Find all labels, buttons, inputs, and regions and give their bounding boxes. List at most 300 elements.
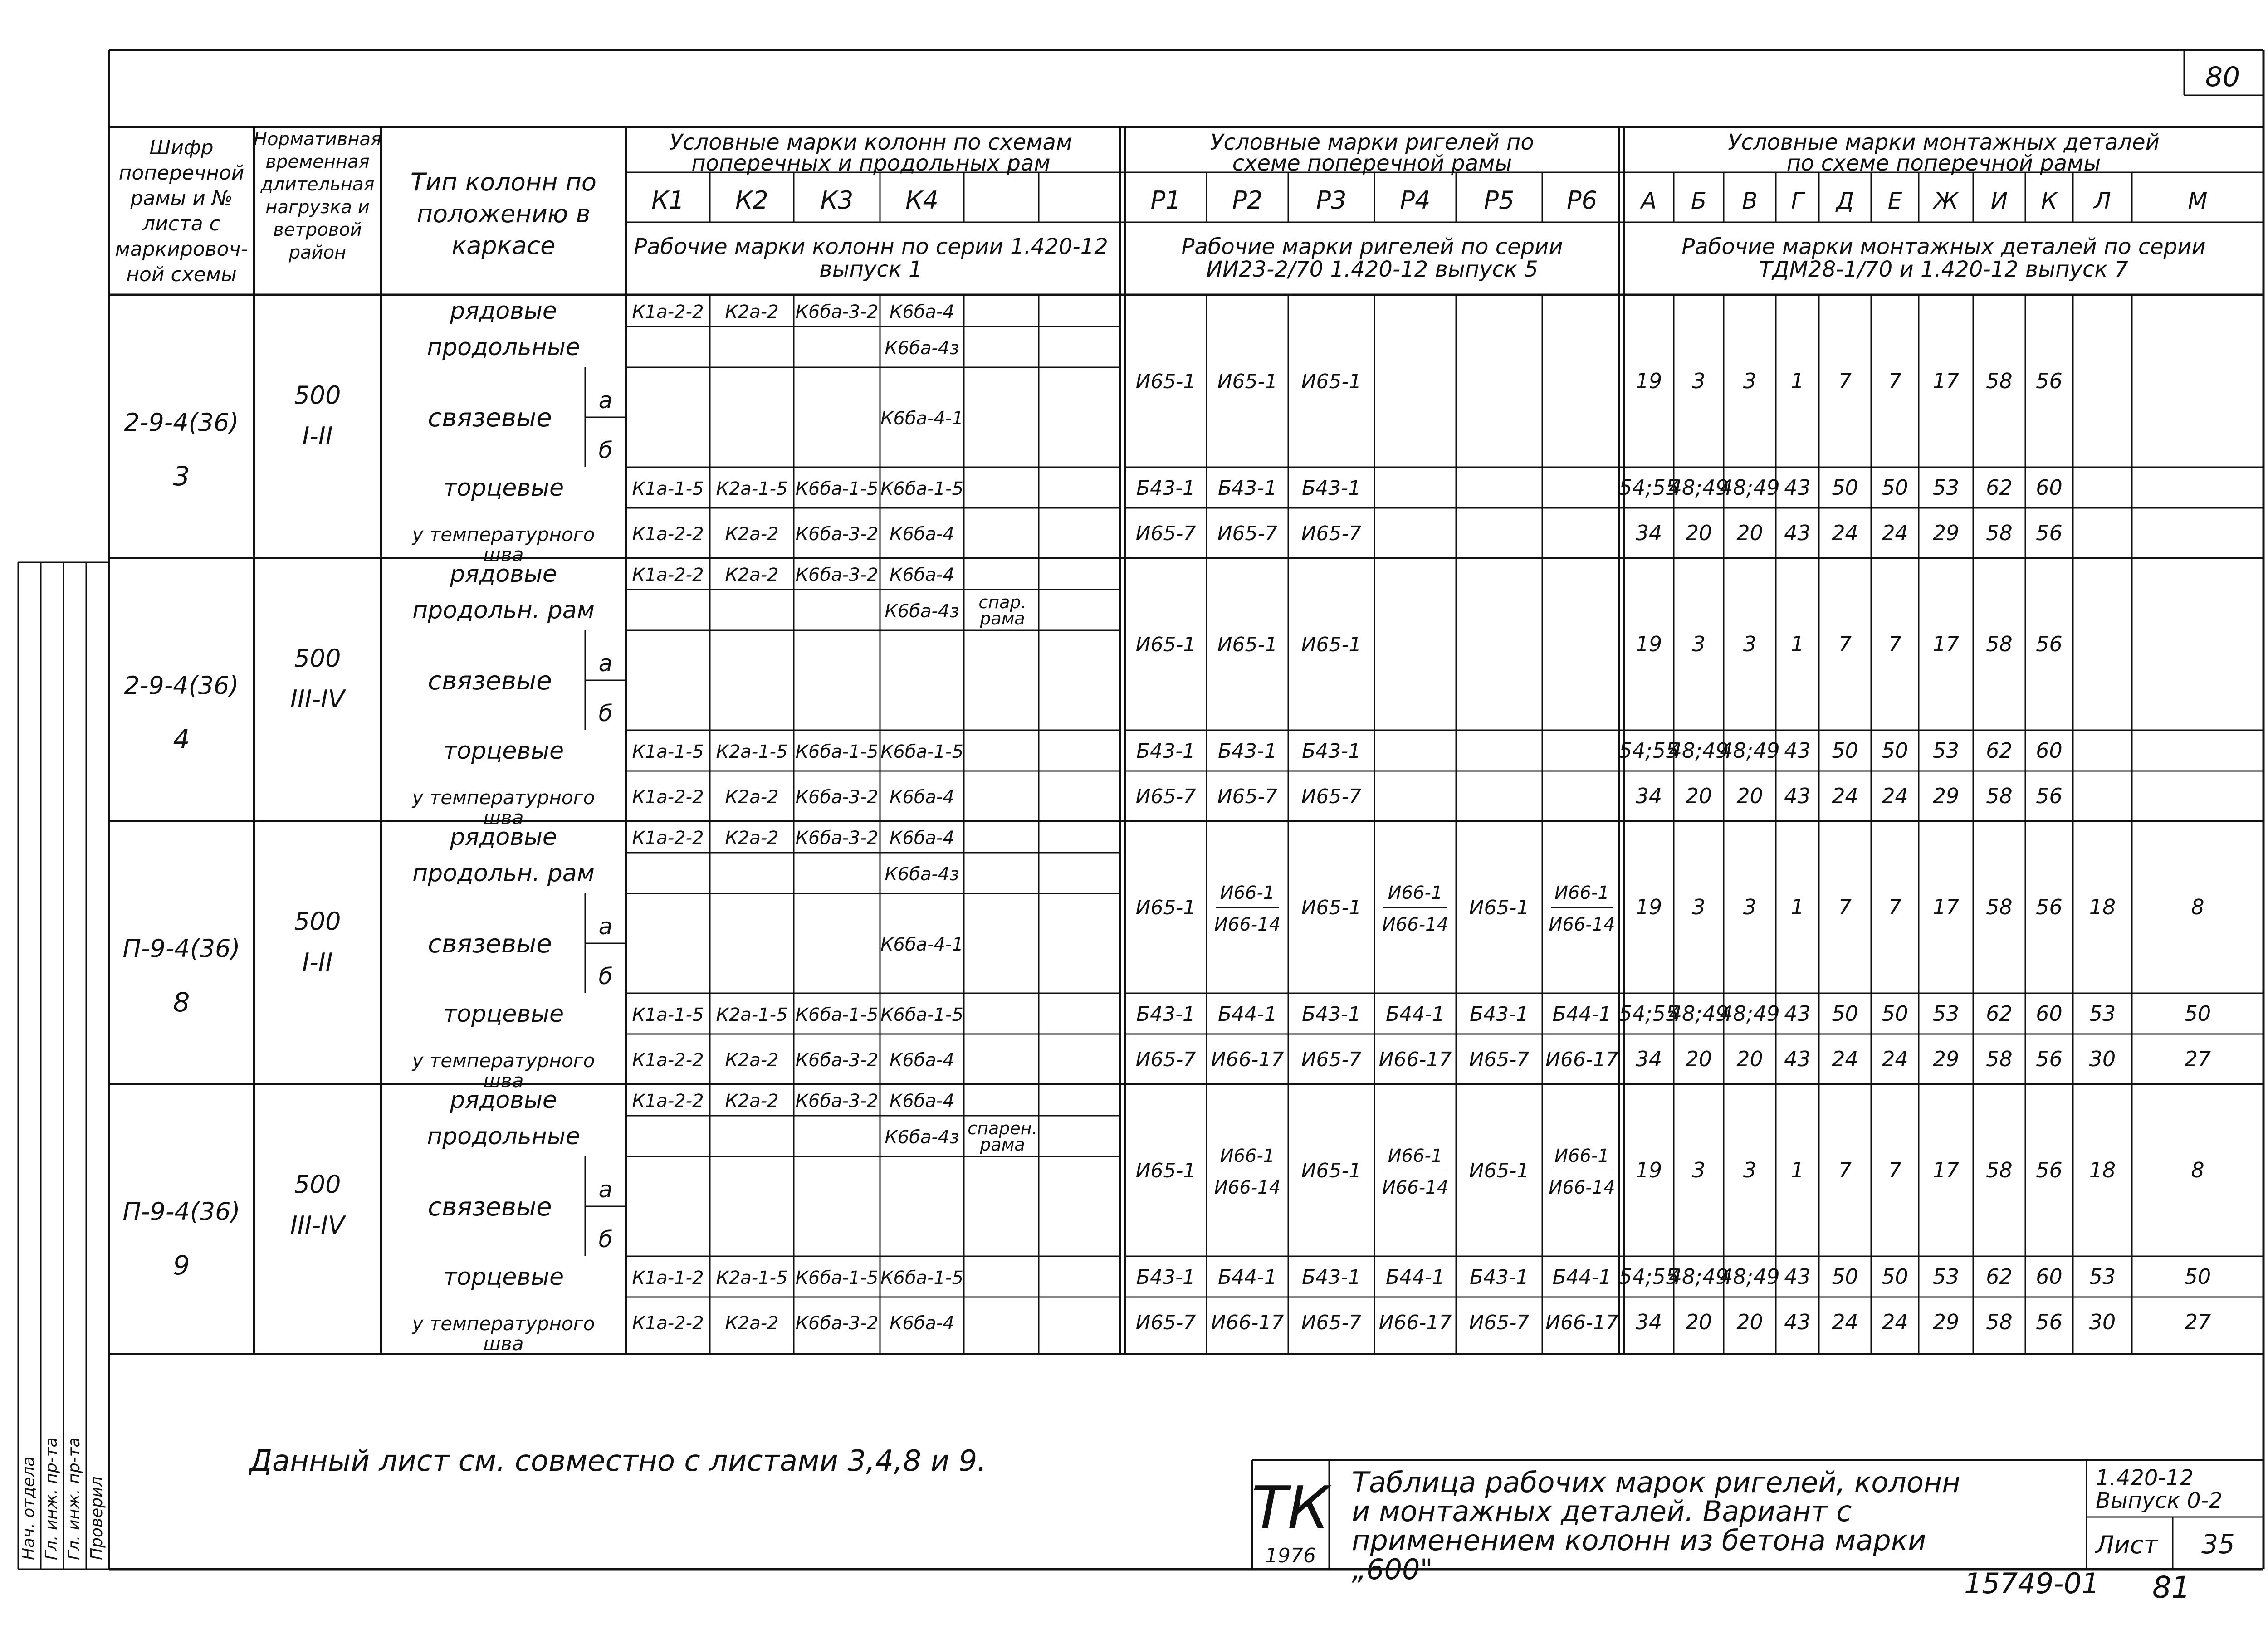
detail-value: 1	[1790, 369, 1804, 393]
rigel-value: И66-1	[1220, 1146, 1275, 1166]
detail-value: 53	[2089, 1264, 2116, 1289]
row-type: связевые	[428, 929, 552, 959]
column-value: К1а-2-2	[632, 787, 704, 808]
detail-value: 62	[1986, 1001, 2013, 1026]
detail-value: 58	[1986, 1047, 2013, 1071]
column-mark: К1	[651, 186, 684, 215]
group-sheet: 8	[173, 987, 190, 1018]
rigel-value: И66-14	[1214, 914, 1281, 935]
detail-value: 24	[1882, 521, 1908, 545]
column-value: К2а-2	[725, 565, 779, 585]
group-region: III-IV	[290, 685, 345, 713]
detail-value: 3	[1743, 1158, 1757, 1182]
header-rigels-group: Условные марки ригелей по	[1210, 130, 1534, 155]
detail-value: 54;55	[1618, 738, 1679, 763]
detail-value: 1	[1790, 1158, 1804, 1182]
header-type: Тип колонн по	[411, 168, 596, 196]
detail-value: 60	[2036, 1001, 2063, 1026]
series-number: 1.420-12	[2096, 1465, 2194, 1491]
column-value: К6ба-1-5	[795, 1005, 879, 1025]
detail-mark: Л	[2094, 188, 2111, 214]
detail-value: 48;49	[1720, 475, 1780, 500]
rigel-value: Б43-1	[1136, 477, 1196, 500]
detail-mark: Б	[1691, 188, 1707, 214]
detail-value: 27	[2184, 1310, 2211, 1334]
column-value: К2а-1-5	[716, 478, 788, 499]
group-region: III-IV	[290, 1211, 345, 1239]
row-type: связевые	[428, 666, 552, 696]
detail-value: 58	[1986, 1158, 2013, 1182]
detail-value: 58	[1986, 521, 2013, 545]
detail-value: 60	[2036, 738, 2063, 763]
rigel-series: Рабочие марки ригелей по серии	[1181, 234, 1563, 259]
detail-value: 53	[1932, 1264, 1960, 1289]
detail-value: 17	[1932, 632, 1960, 656]
column-value: К1а-2-2	[632, 1313, 704, 1334]
detail-value: 20	[1685, 521, 1712, 545]
column-series: выпуск 1	[819, 257, 923, 282]
group-load: 500	[294, 1170, 341, 1199]
column-value: К6ба-4з	[885, 601, 959, 622]
column-mark: К2	[735, 186, 768, 215]
rigel-value: И65-1	[1135, 1159, 1196, 1182]
header-details-group: Условные марки монтажных деталей	[1728, 130, 2160, 155]
row-type: продольн. рам	[412, 597, 595, 624]
detail-value: 3	[1692, 632, 1706, 656]
rigel-value: Б43-1	[1217, 477, 1277, 500]
rigel-value: И65-7	[1217, 522, 1278, 545]
column-value: К6ба-4з	[885, 1127, 959, 1148]
row-type: связевые	[428, 1192, 552, 1222]
detail-value: 24	[1882, 1047, 1908, 1071]
rigel-value: И65-1	[1217, 370, 1278, 393]
rigel-value: И65-7	[1301, 785, 1362, 808]
rigel-value: И65-7	[1135, 785, 1196, 808]
rigel-value: И65-1	[1301, 896, 1362, 919]
detail-value: 17	[1932, 369, 1960, 393]
stamp-label: Гл. инж. пр-та	[42, 1437, 61, 1560]
detail-value: 27	[2184, 1047, 2211, 1071]
column-value: К6ба-3-2	[795, 828, 879, 849]
column-value: К2а-2	[725, 1050, 779, 1071]
detail-value: 20	[1736, 1047, 1763, 1071]
detail-value: 20	[1736, 784, 1763, 808]
row-type: шва	[483, 1069, 524, 1092]
detail-value: 34	[1635, 521, 1662, 545]
rigel-value: Б44-1	[1552, 1003, 1612, 1026]
column-value: К6ба-1-5	[880, 1268, 963, 1288]
rigel-value: И65-7	[1135, 522, 1196, 545]
detail-value: 43	[1784, 1001, 1811, 1026]
header-shifr: листа с	[142, 212, 220, 235]
detail-value: 29	[1932, 521, 1960, 545]
column-series: Рабочие марки колонн по серии 1.420-12	[634, 234, 1108, 259]
row-type: рядовые	[450, 824, 557, 851]
rigel-value: И66-1	[1554, 883, 1609, 903]
column-value: К6ба-4-1	[880, 934, 963, 955]
table-text	[20, 61, 2240, 1586]
rigel-value: Б43-1	[1469, 1003, 1529, 1026]
column-value: К6ба-4	[890, 1313, 954, 1334]
detail-value: 53	[1932, 475, 1960, 500]
detail-value: 48;49	[1720, 1001, 1780, 1026]
group-load: 500	[294, 907, 341, 936]
detail-value: 56	[2036, 895, 2063, 919]
detail-value: 24	[1832, 1047, 1858, 1071]
column-value: К1а-1-5	[632, 741, 704, 762]
detail-value: 54;55	[1618, 1264, 1679, 1289]
detail-value: 56	[2036, 784, 2063, 808]
column-value: К2а-2	[725, 524, 779, 545]
rigel-value: И65-1	[1217, 633, 1278, 656]
column-value: К1а-2-2	[632, 565, 704, 585]
row-type: рядовые	[450, 561, 557, 588]
rigel-value: Б43-1	[1469, 1266, 1529, 1289]
detail-value: 24	[1882, 784, 1908, 808]
detail-value: 58	[1986, 632, 2013, 656]
detail-value: 20	[1685, 1047, 1712, 1071]
header-columns-group: Условные марки колонн по схемам	[669, 130, 1073, 155]
group-load: 500	[294, 644, 341, 673]
header-normative: ветровой	[273, 219, 362, 240]
header-details-group: по схеме поперечной рамы	[1786, 151, 2101, 176]
detail-value: 48;49	[1668, 475, 1729, 500]
header-type: каркасе	[451, 231, 556, 260]
sub-label: б	[598, 963, 613, 990]
rigel-value: И66-14	[1549, 914, 1615, 935]
detail-value: 43	[1784, 1310, 1811, 1334]
row-type: у температурного	[412, 786, 595, 809]
rigel-mark: Р1	[1150, 186, 1181, 215]
detail-value: 50	[2184, 1001, 2211, 1026]
rigel-value: И65-7	[1301, 522, 1362, 545]
detail-value: 58	[1986, 784, 2013, 808]
sub-label: а	[598, 913, 613, 940]
column-value: К6ба-3-2	[795, 1313, 879, 1334]
row-type: продольные	[427, 334, 580, 361]
detail-value: 50	[1882, 1001, 1908, 1026]
rigel-value: Б44-1	[1385, 1003, 1445, 1026]
detail-value: 43	[1784, 521, 1811, 545]
detail-value: 56	[2036, 521, 2063, 545]
column-value: К2а-2	[725, 787, 779, 808]
column-value: К6ба-4	[890, 524, 954, 545]
header-shifr: рамы и №	[130, 187, 233, 210]
detail-value: 7	[1888, 1158, 1902, 1182]
detail-mark: К	[2041, 188, 2058, 214]
group-region: I-II	[302, 422, 333, 450]
sheet-label: Лист	[2096, 1531, 2158, 1559]
detail-value: 7	[1838, 369, 1852, 393]
rigel-value: И66-1	[1220, 883, 1275, 903]
detail-value: 24	[1832, 521, 1858, 545]
detail-value: 56	[2036, 1158, 2063, 1182]
column-value: К6ба-4	[890, 787, 954, 808]
detail-value: 29	[1932, 784, 1960, 808]
detail-value: 48;49	[1668, 738, 1729, 763]
group-sheet: 3	[173, 461, 190, 492]
detail-value: 8	[2191, 895, 2204, 919]
detail-value: 7	[1838, 1158, 1852, 1182]
detail-value: 20	[1685, 1310, 1712, 1334]
header-shifr: поперечной	[118, 161, 244, 185]
rigel-value: Б43-1	[1301, 1266, 1361, 1289]
column-value: К1а-1-2	[632, 1268, 704, 1288]
rigel-value: И65-1	[1301, 370, 1362, 393]
column-value: К6ба-3-2	[795, 524, 879, 545]
detail-value: 54;55	[1618, 1001, 1679, 1026]
rigel-value: И66-14	[1549, 1177, 1615, 1198]
group-load: 500	[294, 381, 341, 410]
column-value: К2а-2	[725, 1091, 779, 1112]
detail-mark: Г	[1791, 188, 1804, 214]
column-value: К2а-2	[725, 1313, 779, 1334]
detail-value: 50	[1882, 1264, 1908, 1289]
column-value: К6ба-1-5	[880, 1005, 963, 1025]
rigel-mark: Р3	[1316, 186, 1347, 215]
detail-value: 19	[1635, 369, 1662, 393]
detail-value: 3	[1692, 895, 1706, 919]
detail-value: 7	[1888, 895, 1902, 919]
detail-value: 3	[1743, 632, 1757, 656]
row-type: шва	[483, 806, 524, 829]
header-normative: Нормативная	[253, 129, 382, 150]
column-value: К6ба-4	[890, 1091, 954, 1112]
extra-note: спар.	[978, 592, 1026, 612]
detail-value: 7	[1888, 369, 1902, 393]
detail-value: 43	[1784, 738, 1811, 763]
column-value: К1а-2-2	[632, 1050, 704, 1071]
detail-mark: А	[1641, 188, 1657, 214]
rigel-value: Б43-1	[1136, 1003, 1196, 1026]
detail-value: 18	[2089, 895, 2116, 919]
detail-value: 34	[1635, 784, 1662, 808]
header-shifr: ной схемы	[126, 263, 237, 286]
group-region: I-II	[302, 948, 333, 976]
sub-label: б	[598, 700, 613, 727]
rigel-value: Б43-1	[1301, 477, 1361, 500]
detail-value: 56	[2036, 632, 2063, 656]
row-type: у температурного	[412, 1312, 595, 1335]
detail-value: 56	[2036, 1047, 2063, 1071]
column-value: К6ба-4	[890, 565, 954, 585]
column-value: К6ба-1-5	[795, 1268, 879, 1288]
rigel-value: Б43-1	[1136, 740, 1196, 763]
stamp-label: Гл. инж. пр-та	[65, 1437, 83, 1560]
detail-value: 34	[1635, 1047, 1662, 1071]
title-text: и монтажных деталей. Вариант с	[1352, 1495, 1852, 1528]
header-shifr: Шифр	[149, 136, 214, 159]
detail-value: 20	[1685, 784, 1712, 808]
rigel-value: И65-7	[1301, 1048, 1362, 1071]
group-shifr: 2-9-4(36)	[124, 408, 239, 437]
column-value: К6ба-4-1	[880, 408, 963, 429]
header-normative: длительная	[260, 174, 375, 195]
column-mark: К3	[820, 186, 854, 215]
detail-value: 48;49	[1668, 1001, 1729, 1026]
rigel-value: И65-7	[1301, 1311, 1362, 1334]
rigel-value: И65-1	[1301, 1159, 1362, 1182]
detail-value: 24	[1882, 1310, 1908, 1334]
detail-value: 56	[2036, 369, 2063, 393]
detail-value: 7	[1838, 895, 1852, 919]
detail-value: 30	[2089, 1310, 2116, 1334]
logo-year: 1976	[1265, 1544, 1316, 1567]
row-type: продольные	[427, 1123, 580, 1150]
detail-value: 53	[1932, 738, 1960, 763]
header-shifr: маркировоч-	[115, 238, 248, 261]
detail-value: 1	[1790, 632, 1804, 656]
rigel-value: И66-14	[1382, 1177, 1449, 1198]
header-type: положению в	[416, 200, 591, 228]
detail-value: 20	[1736, 1310, 1763, 1334]
detail-mark: Ж	[1934, 188, 1958, 214]
rigel-value: И65-1	[1135, 370, 1196, 393]
group-sheet: 9	[173, 1250, 190, 1281]
rigel-value: И65-1	[1301, 633, 1362, 656]
detail-value: 3	[1743, 369, 1757, 393]
detail-value: 17	[1932, 895, 1960, 919]
detail-value: 1	[1790, 895, 1804, 919]
rigel-value: И65-1	[1469, 1159, 1530, 1182]
rigel-value: И66-14	[1382, 914, 1449, 935]
rigel-value: И65-1	[1135, 896, 1196, 919]
detail-value: 60	[2036, 475, 2063, 500]
detail-value: 62	[1986, 475, 2013, 500]
detail-value: 62	[1986, 738, 2013, 763]
column-mark: К4	[905, 186, 938, 215]
column-value: К6ба-3-2	[795, 1091, 879, 1112]
detail-mark: Е	[1887, 188, 1902, 214]
rigel-value: Б44-1	[1217, 1003, 1277, 1026]
sheet-value: 35	[2201, 1529, 2235, 1560]
column-value: К1а-1-5	[632, 1005, 704, 1025]
rigel-series: ИИ23-2/70 1.420-12 выпуск 5	[1206, 257, 1538, 282]
detail-value: 56	[2036, 1310, 2063, 1334]
row-type: продольн. рам	[412, 860, 595, 887]
row-type: у температурного	[412, 1049, 595, 1072]
group-sheet: 4	[173, 724, 190, 755]
rigel-mark: Р4	[1400, 186, 1431, 215]
rigel-value: И66-1	[1388, 883, 1443, 903]
detail-value: 60	[2036, 1264, 2063, 1289]
rigel-value: Б44-1	[1217, 1266, 1277, 1289]
detail-value: 43	[1784, 475, 1811, 500]
rigel-value: И66-17	[1211, 1311, 1284, 1334]
detail-value: 50	[1832, 738, 1858, 763]
column-value: К2а-1-5	[716, 1005, 788, 1025]
extra-note: рама	[980, 1135, 1025, 1155]
rigel-value: И65-7	[1469, 1048, 1530, 1071]
header-normative: район	[288, 242, 347, 263]
stamp-label: Нач. отдела	[20, 1456, 38, 1560]
column-value: К2а-1-5	[716, 1268, 788, 1288]
row-type: шва	[483, 543, 524, 566]
row-type: рядовые	[450, 1087, 557, 1114]
column-value: К1а-2-2	[632, 828, 704, 849]
row-type: связевые	[428, 403, 552, 433]
column-value: К1а-2-2	[632, 1091, 704, 1112]
column-value: К2а-1-5	[716, 741, 788, 762]
title-text: „600"	[1352, 1553, 1433, 1586]
rigel-mark: Р6	[1567, 186, 1597, 215]
detail-value: 50	[1882, 738, 1908, 763]
column-value: К1а-1-5	[632, 478, 704, 499]
page-number: 81	[2152, 1570, 2190, 1605]
detail-value: 7	[1888, 632, 1902, 656]
column-value: К1а-2-2	[632, 302, 704, 322]
document-number: 15749-01	[1964, 1567, 2100, 1600]
detail-value: 24	[1832, 1310, 1858, 1334]
detail-value: 19	[1635, 895, 1662, 919]
detail-value: 20	[1736, 521, 1763, 545]
column-value: К6ба-1-5	[795, 741, 879, 762]
detail-value: 34	[1635, 1310, 1662, 1334]
sheet-number: 80	[2205, 61, 2240, 93]
detail-value: 8	[2191, 1158, 2204, 1182]
rigel-mark: Р2	[1232, 186, 1263, 215]
sub-label: б	[598, 1226, 613, 1253]
rigel-value: И66-14	[1214, 1177, 1281, 1198]
detail-value: 43	[1784, 1047, 1811, 1071]
detail-value: 50	[2184, 1264, 2211, 1289]
rigel-value: И66-17	[1378, 1311, 1452, 1334]
detail-value: 43	[1784, 784, 1811, 808]
detail-value: 3	[1692, 369, 1706, 393]
column-value: К6ба-4	[890, 828, 954, 849]
row-type: торцевые	[443, 737, 564, 765]
detail-series: ТДМ28-1/70 и 1.420-12 выпуск 7	[1759, 257, 2129, 282]
column-value: К6ба-3-2	[795, 302, 879, 322]
extra-note: спарен.	[968, 1118, 1037, 1138]
detail-mark: В	[1742, 188, 1758, 214]
rigel-value: И65-7	[1135, 1311, 1196, 1334]
detail-value: 62	[1986, 1264, 2013, 1289]
rigel-value: Б44-1	[1385, 1266, 1445, 1289]
row-type: торцевые	[443, 474, 564, 502]
issue-number: Выпуск 0-2	[2096, 1488, 2223, 1513]
detail-value: 19	[1635, 1158, 1662, 1182]
column-value: К6ба-3-2	[795, 565, 879, 585]
column-value: К6ба-4з	[885, 338, 959, 359]
row-type: торцевые	[443, 1000, 564, 1028]
detail-value: 53	[1932, 1001, 1960, 1026]
detail-value: 29	[1932, 1310, 1960, 1334]
detail-value: 30	[2089, 1047, 2116, 1071]
rigel-value: И66-17	[1211, 1048, 1284, 1071]
detail-value: 3	[1743, 895, 1757, 919]
column-value: К6ба-1-5	[795, 478, 879, 499]
rigel-value: И66-17	[1378, 1048, 1452, 1071]
detail-value: 58	[1986, 369, 2013, 393]
detail-value: 48;49	[1668, 1264, 1729, 1289]
rigel-value: И65-7	[1469, 1311, 1530, 1334]
detail-value: 17	[1932, 1158, 1960, 1182]
detail-value: 58	[1986, 895, 2013, 919]
header-normative: нагрузка и	[265, 197, 370, 218]
sub-label: а	[598, 650, 613, 677]
rigel-value: И66-1	[1554, 1146, 1609, 1166]
column-value: К6ба-4з	[885, 864, 959, 885]
detail-value: 29	[1932, 1047, 1960, 1071]
logo-mark: ТК	[1251, 1473, 1330, 1542]
detail-value: 7	[1838, 632, 1852, 656]
column-value: К2а-2	[725, 302, 779, 322]
detail-mark: М	[2188, 188, 2208, 214]
stamp-label: Проверил	[88, 1476, 106, 1560]
detail-value: 19	[1635, 632, 1662, 656]
column-value: К6ба-1-5	[880, 741, 963, 762]
